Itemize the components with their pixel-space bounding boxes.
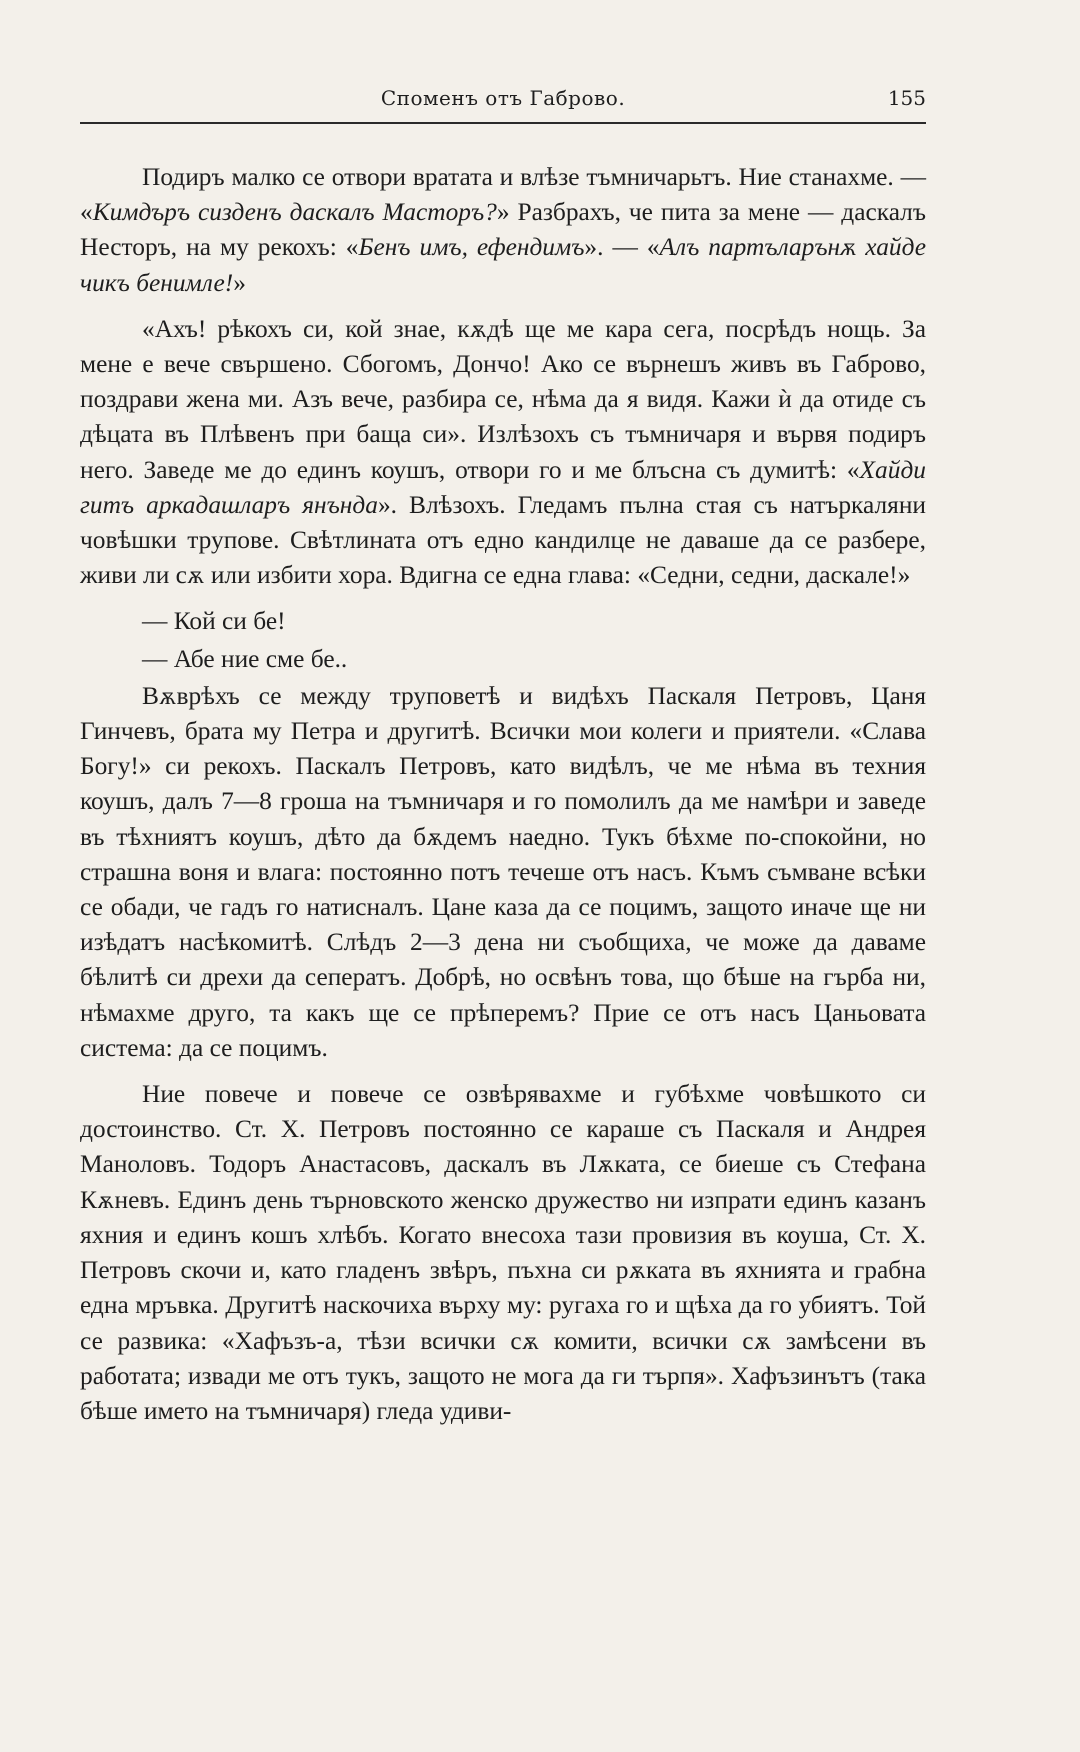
paragraph <box>80 679 926 1066</box>
text-run: » Разбрахъ, че пита за мене — даскалъ Несторъ, на му рекохъ: « <box>80 198 926 262</box>
text-run: ». — « <box>584 233 660 262</box>
dialogue-line <box>80 604 926 639</box>
dialogue-line <box>80 642 926 677</box>
paragraph <box>80 312 926 594</box>
running-title: Споменъ отъ Габрово. <box>380 86 626 110</box>
italic-quote: Кимдъръ сизденъ даскалъ Масторъ? <box>92 198 497 227</box>
text-run: Ние повече и повече се озвѣрявахме и губѣхме човѣшкото си достоинство. Ст. Х. Петровъ постоянно се караше съ Паскаля и Андрея Маноловъ. Тодоръ Анастасовъ, даскалъ въ Лѫката, се биеше съ Стефана Кѫневъ. Единъ день търновското женско дружество ни изпрати единъ казанъ яхния и единъ кошъ хлѣбъ. Когато внесоха тази провизия въ коуша, Ст. Х. Петровъ скочи и, като гладенъ звѣръ, пъхна си рѫката въ яхнията и грабна една мръвка. Другитѣ наскочиха върху му: ругаха го и щѣха да го убиятъ. Той се развика: «Хафъзъ-а, тѣзи всички сѫ комити, всички сѫ замѣсени въ работата; извади ме отъ тукъ, защото не мога да ги търпя». Хафъзинътъ (така бѣше името на тъмничаря) гледа удиви- <box>80 1080 926 1425</box>
body-text <box>80 160 926 1440</box>
text-run: Подиръ малко се отвори вратата и влѣзе тъмничарьтъ. Ние станахме. — « <box>80 163 926 227</box>
italic-quote: Алъ партъларънѫ хайде чикъ бенимле! <box>80 233 927 297</box>
italic-quote: Бенъ имъ, ефендимъ <box>358 233 585 262</box>
page-header <box>80 86 926 120</box>
text-run: — Кой си бе! <box>142 607 286 636</box>
paragraph <box>80 160 926 301</box>
paragraph <box>80 1077 926 1429</box>
italic-quote: Хайди гитъ аркадашларъ янънда <box>80 455 926 519</box>
text-run: » <box>233 268 246 297</box>
text-run: — Абе ние сме бе.. <box>142 644 348 673</box>
text-run: «Ахъ! рѣкохъ си, кой знае, кѫдѣ ще ме кара сега, посрѣдъ нощь. За мене е вече свършено. Сбогомъ, Дончо! Ако се върнешъ живъ въ Габрово, поздрави жена ми. Азъ вече, разбира се, нѣма да я видя. Кажи ѝ да отиде съ дѣцата въ Плѣвенъ при баща си». Излѣзохъ съ тъмничаря и вървя подиръ него. Заведе ме до единъ коушъ, отвори го и ме блъсна съ думитѣ: « <box>80 314 926 484</box>
text-run: ». Влѣзохъ. Гледамъ пълна стая съ натъркаляни човѣшки трупове. Свѣтлината отъ едно кандилце не даваше да се разбере, живи ли сѫ или избити хора. Вдигна се една глава: «Седни, седни, даскале!» <box>80 490 926 590</box>
header-rule <box>80 122 926 124</box>
text-run: Вѫврѣхъ се между труповетѣ и видѣхъ Паскаля Петровъ, Цаня Гинчевъ, брата му Петра и другитѣ. Всички мои колеги и приятели. «Слава Богу!» си рекохъ. Паскалъ Петровъ, като видѣлъ, че ме нѣма въ техния коушъ, далъ 7—8 гроша на тъмничаря и го помолилъ да ме намѣри и заведе въ тѣхниятъ коушъ, дѣто да бѫдемъ наедно. Тукъ бѣхме по-спокойни, но страшна воня и влага: постоянно потъ течеше отъ насъ. Къмъ съмване всѣки се обади, че гадъ го натисналъ. Цане каза да се поцимъ, защото иначе ще ни изѣдатъ насѣкомитѣ. Слѣдъ 2—3 дена ни съобщиха, че може да даваме бѣлитѣ си дрехи да сеператъ. Добрѣ, но освѣнъ това, що бѣше на гърба ни, нѣмахме друго, та какъ ще се прѣперемъ? Прие се отъ насъ Цаньовата система: да се поцимъ. <box>80 681 926 1062</box>
page-number: 155 <box>887 86 926 110</box>
